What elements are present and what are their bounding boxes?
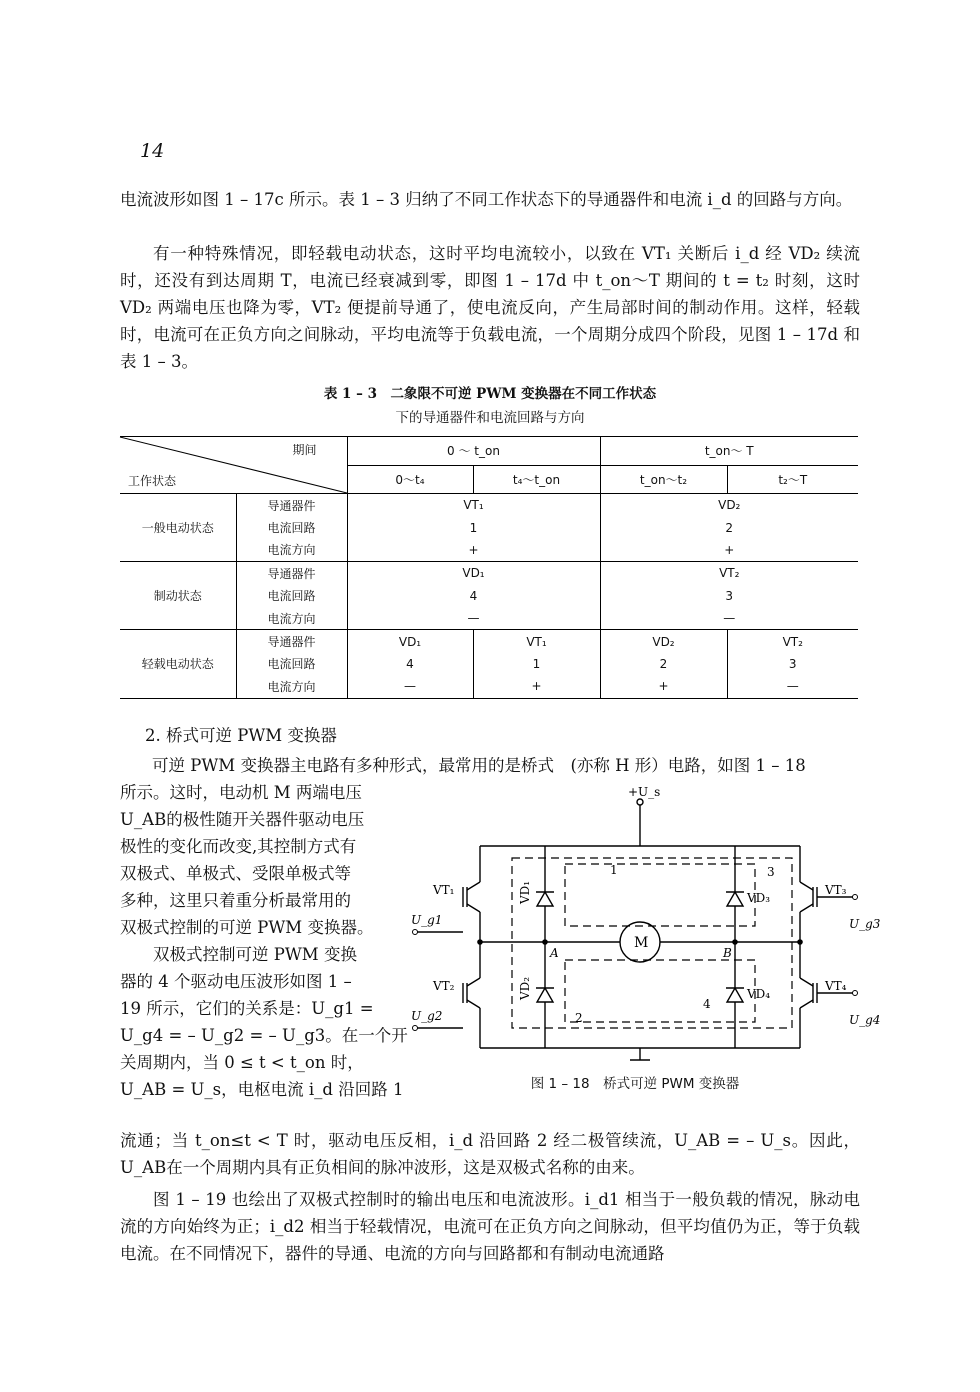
table-cell: — <box>600 607 858 630</box>
state-name: 轻载电动状态 <box>120 630 236 698</box>
row-label: 电流方向 <box>236 675 347 698</box>
side-line: 多种，这里只着重分析最常用的 <box>120 891 351 910</box>
row-label: 电流方向 <box>236 539 347 562</box>
loop-4-label: 4 <box>703 997 711 1011</box>
supply-label: +U_s <box>628 785 661 799</box>
row-label: 导通器件 <box>236 494 347 517</box>
table-cell: VT₂ <box>600 562 858 585</box>
table-caption-line2: 下的导通器件和电流回路与方向 <box>395 410 585 426</box>
paragraph-3-line: 可逆 PWM 变换器主电路有多种形式，最常用的是桥式 (亦称 H 形）电路，如图 1 – 18 <box>152 756 806 775</box>
table-cell: VT₁ <box>473 630 600 653</box>
header-state: 工作状态 <box>128 474 177 488</box>
header-sub-3: t_on～t₂ <box>600 465 727 494</box>
table-cell: + <box>473 675 600 698</box>
side-line: 19 所示，它们的关系是：U_g1 = <box>120 999 374 1018</box>
vt4-label: VT₄ <box>825 979 847 993</box>
loop-2-label: 2 <box>575 1011 583 1025</box>
table-cell: — <box>727 675 858 698</box>
side-line: 双极式控制的可逆 PWM 变换器。 <box>120 918 374 937</box>
ug3-label: U_g3 <box>849 917 881 931</box>
table-cell: + <box>600 675 727 698</box>
vt2-label: VT₂ <box>433 979 455 993</box>
header-period-2: t_on～ T <box>600 437 858 466</box>
table-caption-line1: 表 1 – 3 二象限不可逆 PWM 变换器在不同工作状态 <box>323 386 657 402</box>
side-line: U_g4 = – U_g2 = – U_g3。在一个开 <box>120 1026 408 1045</box>
section-title: 2. 桥式可逆 PWM 变换器 <box>145 726 337 745</box>
paragraph-1: 电流波形如图 1 – 17c 所示。表 1 – 3 归纳了不同工作状态下的导通器件和电流 i_d 的回路与方向。 <box>120 190 853 209</box>
h-bridge-circuit <box>405 782 881 1072</box>
paragraph-5: 图 1 – 19 也绘出了双极式控制时的输出电压和电流波形。i_d1 相当于一般负载的情况，脉动电流的方向始终为正；i_d2 相当于轻载情况，电流可在正负方向之间脉动，但平均值仍为正，等于负载电流。在不同情况下，器件的导通、电流的方向与回路都和有制动电流通路 <box>120 1190 860 1263</box>
side-line: U_AB = U_s，电枢电流 i_d 沿回路 1 <box>120 1080 404 1099</box>
paragraph-2: 有一种特殊情况，即轻载电动状态，这时平均电流较小，以致在 VT₁ 关断后 i_d 经 VD₂ 续流时，还没有到达周期 T，电流已经衰减到零，即图 1 – 17d 中 t_on～T 期间的 t = t₂ 时刻，这时 VD₂ 两端电压也降为零，VT₂ 便提前导通了，使电流反向，产生局部时间的制动作用。这样，轻载时，电流可在正负方向之间脉动，平均电流等于负载电流，一个周期分成四个阶段，见图 1 – 17d 和表 1 – 3。 <box>120 244 860 371</box>
header-period: 期间 <box>292 443 317 457</box>
table-cell: + <box>347 539 600 562</box>
row-label: 电流回路 <box>236 516 347 538</box>
side-line: 双极式、单极式、受限单极式等 <box>120 864 351 883</box>
table-cell: 4 <box>347 653 473 675</box>
row-label: 电流方向 <box>236 607 347 630</box>
paragraph-4: 流通；当 t_on≤t < T 时，驱动电压反相，i_d 沿回路 2 经二极管续流，U_AB = – U_s。因此，U_AB在一个周期内具有正负相间的脉冲波形，这是双极式名称的由来。 <box>120 1131 860 1177</box>
header-sub-4: t₂～T <box>727 465 858 494</box>
vt3-label: VT₃ <box>825 883 847 897</box>
table-cell: VT₂ <box>727 630 858 653</box>
table-cell: 3 <box>600 585 858 607</box>
side-line: U_AB的极性随开关器件驱动电压 <box>120 810 365 829</box>
vd3-label: VD₃ <box>747 891 771 905</box>
table-cell: 1 <box>473 653 600 675</box>
side-line: 极性的变化而改变,其控制方式有 <box>120 837 357 856</box>
vt1-label: VT₁ <box>433 883 455 897</box>
node-b-label: B <box>723 946 732 960</box>
table-cell: — <box>347 675 473 698</box>
side-line: 所示。这时，电动机 M 两端电压 <box>120 783 362 802</box>
ug4-label: U_g4 <box>849 1013 881 1027</box>
conduction-table <box>120 436 858 699</box>
table-cell: VD₂ <box>600 630 727 653</box>
figure-caption: 图 1 – 18 桥式可逆 PWM 变换器 <box>530 1076 740 1092</box>
page-number: 14 <box>140 140 165 162</box>
header-period-1: 0 ～ t_on <box>347 437 600 466</box>
row-label: 导通器件 <box>236 562 347 585</box>
row-label: 导通器件 <box>236 630 347 653</box>
table-cell: — <box>347 607 600 630</box>
table-cell: 2 <box>600 653 727 675</box>
side-line: 关周期内，当 0 ≤ t < t_on 时， <box>120 1053 364 1072</box>
table-cell: 3 <box>727 653 858 675</box>
vd1-label: VD₁ <box>518 880 532 904</box>
table-header-diagonal <box>120 437 347 494</box>
side-line: 器的 4 个驱动电压波形如图 1 – <box>120 972 352 991</box>
table-cell: 4 <box>347 585 600 607</box>
row-label: 电流回路 <box>236 585 347 607</box>
table-cell: VD₁ <box>347 630 473 653</box>
state-name: 一般电动状态 <box>120 494 236 562</box>
table-cell: 2 <box>600 516 858 538</box>
table-cell: VD₁ <box>347 562 600 585</box>
table-cell: 1 <box>347 516 600 538</box>
vd2-label: VD₂ <box>518 976 532 1000</box>
row-label: 电流回路 <box>236 653 347 675</box>
loop-1-label: 1 <box>610 863 618 877</box>
ug1-label: U_g1 <box>411 913 443 927</box>
vd4-label: VD₄ <box>747 987 771 1001</box>
table-cell: VD₂ <box>600 494 858 517</box>
state-name: 制动状态 <box>120 562 236 630</box>
header-sub-2: t₄～t_on <box>473 465 600 494</box>
loop-3-label: 3 <box>767 865 775 879</box>
header-sub-1: 0～t₄ <box>347 465 473 494</box>
motor-label: M <box>634 935 649 951</box>
table-cell: VT₁ <box>347 494 600 517</box>
node-a-label: A <box>550 946 559 960</box>
side-line: 双极式控制可逆 PWM 变换 <box>120 945 357 964</box>
ug2-label: U_g2 <box>411 1009 443 1023</box>
table-cell: + <box>600 539 858 562</box>
